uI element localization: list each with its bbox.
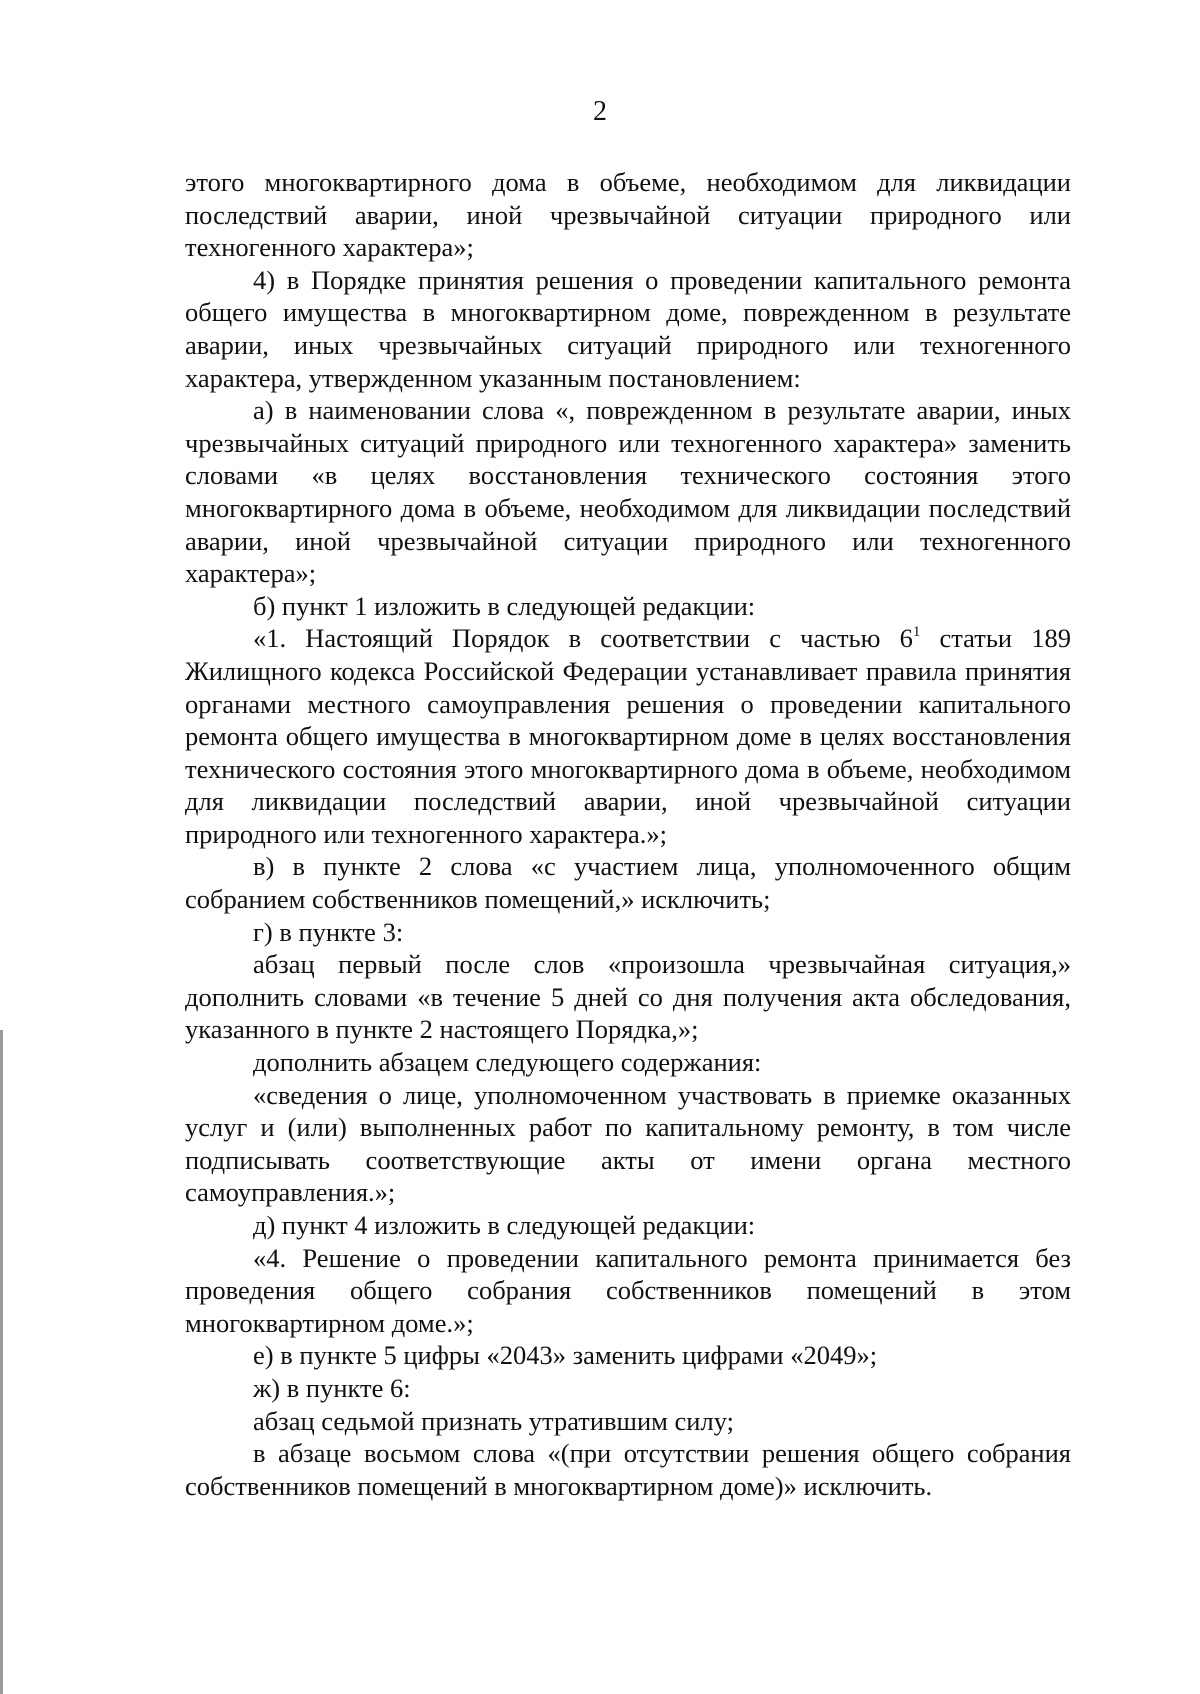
paragraph-eighth-abzac: в абзаце восьмом слова «(при отсутствии решения общего собрания собственников помещений в многоквартирном доме)» исключить. xyxy=(185,1438,1071,1501)
paragraph-seventh-abzac: абзац седьмой признать утратившим силу; xyxy=(253,1405,734,1436)
paragraph-item-4: 4) в Порядке принятия решения о проведении капитального ремонта общего имущества в многоквартирном доме, поврежденном в результате аварии, иных чрезвычайных ситуаций природного или техногенного характера, утвержденном указанным постановлением: xyxy=(185,264,1071,393)
paragraph-subitem-d: д) пункт 4 изложить в следующей редакции: xyxy=(253,1210,756,1240)
paragraph-subitem-g: г) в пункте 3: xyxy=(253,916,404,947)
paragraph-subitem-v: в) в пункте 2 слова «с участием лица, уполномоченного общим собранием собственников помещений,» исключить; xyxy=(185,851,1071,915)
paragraph-subitem-b: б) пункт 1 изложить в следующей редакции: xyxy=(253,590,756,621)
scan-edge-line xyxy=(0,1030,3,1694)
point-1-text-end: статьи 189 Жилищного кодекса Российской Федерации устанавливает правила принятия органами местного самоуправления решения о проведении капитального ремонта общего имущества в многоквартирном доме в целях восстановления технического состояния этого многоквартирного дома в объеме, необходимом для ликвидации последствий аварии, иной чрезвычайной ситуации природного или техногенного характера.»; xyxy=(185,623,1072,849)
paragraph-first-abzac: абзац первый после слов «произошла чрезвычайная ситуация,» дополнить словами «в течение 5 дней со дня получения акта обследования, указанного в пункте 2 настоящего Порядка,»; xyxy=(185,949,1071,1045)
paragraph-add-abzac: дополнить абзацем следующего содержания: xyxy=(253,1047,762,1078)
page-number: 2 xyxy=(593,96,607,127)
paragraph-point-4-text: «4. Решение о проведении капитального ремонта принимается без проведения общего собрания собственников помещений в этом многоквартирном доме.»; xyxy=(185,1242,1071,1338)
paragraph-subitem-zh: ж) в пункте 6: xyxy=(253,1372,411,1403)
document-body xyxy=(185,166,1071,1502)
paragraph-point-1-text xyxy=(185,622,1071,850)
point-1-text-start: «1. Настоящий Порядок в соответствии с частью 6 xyxy=(253,623,913,654)
superscript-marker: 1 xyxy=(912,624,921,641)
paragraph-subitem-e: е) в пункте 5 цифры «2043» заменить цифрами «2049»; xyxy=(253,1340,878,1371)
paragraph-new-abzac-text: «сведения о лице, уполномоченном участвовать в приемке оказанных услуг и (или) выполненных работ по капитальному ремонту, в том числе подписывать соответствующие акты от имени органа местного самоуправления.»; xyxy=(185,1079,1071,1208)
paragraph-subitem-a: а) в наименовании слова «, поврежденном в результате аварии, иных чрезвычайных ситуаций природного или техногенного характера» заменить словами «в целях восстановления технического состояния этого многоквартирного дома в объеме, необходимом для ликвидации последствий аварии, иной чрезвычайной ситуации природного или техногенного характера»; xyxy=(185,395,1071,589)
paragraph-continuation: этого многоквартирного дома в объеме, необходимом для ликвидации последствий аварии, иной чрезвычайной ситуации природного или техногенного характера»; xyxy=(185,167,1071,263)
